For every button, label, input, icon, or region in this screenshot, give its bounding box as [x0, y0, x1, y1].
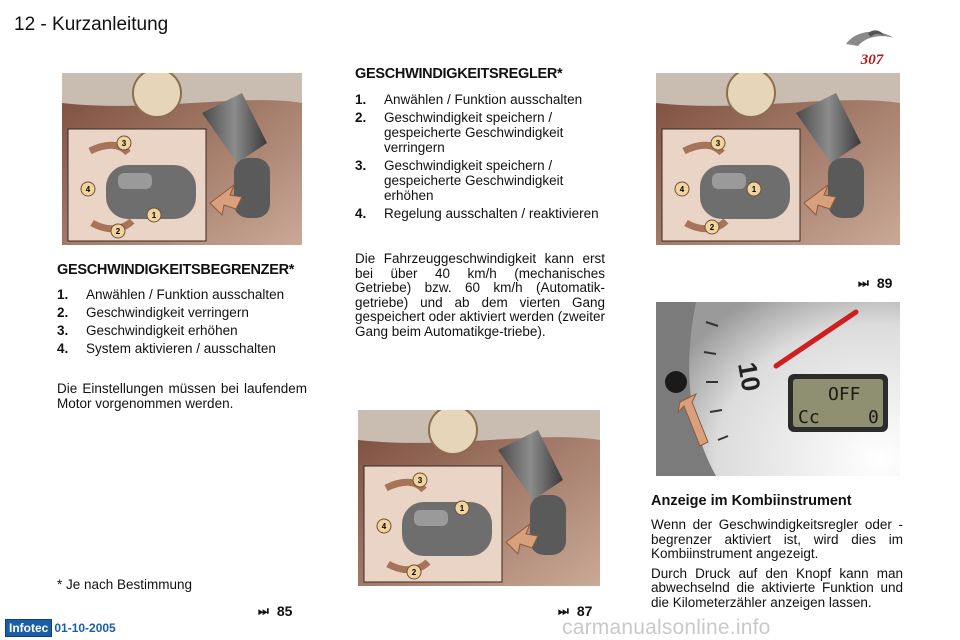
- display-heading: Anzeige im Kombiinstrument: [651, 493, 852, 509]
- instrument-cluster-photo: [656, 302, 900, 476]
- regulator-stalk-photo-bottom: [358, 410, 600, 586]
- callout-2: 2: [709, 223, 715, 232]
- callout-3: 3: [715, 139, 721, 148]
- callout-1: 1: [459, 504, 465, 513]
- callout-2: 2: [115, 227, 121, 236]
- limiter-stalk-photo: [62, 73, 302, 245]
- next-page-icon: ⏭: [558, 603, 569, 618]
- display-text: [651, 518, 903, 610]
- callout-4: 4: [85, 185, 91, 194]
- footer-brand: [5, 619, 116, 637]
- list-item: 1. Anwählen / Funktion ausschalten: [57, 287, 285, 302]
- limiter-heading: GESCHWINDIGKEITSBEGRENZER*: [57, 262, 295, 278]
- regulator-stalk-photo-top: [656, 73, 900, 245]
- display-para-1: Wenn der Geschwindigkeitsregler oder -begrenzer aktiviert ist, wird dies im Kombiinstrument angezeigt.: [651, 517, 903, 561]
- next-page-icon: ⏭: [258, 603, 269, 618]
- footnote: * Je nach Bestimmung: [57, 577, 193, 592]
- callout-3: 3: [121, 139, 127, 148]
- list-item: 4. System aktivieren / ausschalten: [57, 341, 276, 356]
- regulator-list: [355, 92, 605, 224]
- page-ref-89[interactable]: ⏭ 89: [858, 275, 893, 291]
- regulator-heading: GESCHWINDIGKEITSREGLER*: [355, 66, 563, 82]
- callout-3: 3: [417, 476, 423, 485]
- lcd-cc-text: Cc: [798, 407, 820, 428]
- callout-2: 2: [411, 568, 417, 577]
- list-item: 3. Geschwindigkeit erhöhen: [57, 323, 238, 338]
- list-item: 1. Anwählen / Funktion ausschalten: [355, 92, 583, 107]
- limiter-list: [57, 287, 307, 359]
- display-para-2: Durch Druck auf den Knopf kann man abwechselnd die aktivierte Funktion und die Kilometerzähler anzeigen lassen.: [651, 565, 903, 610]
- list-item: 2. Geschwindigkeit verringern: [57, 305, 249, 320]
- page-ref-87[interactable]: ⏭ 87: [558, 603, 593, 619]
- lcd-zero-text: 0: [868, 407, 879, 428]
- list-item: 4. Regelung ausschalten / reaktivieren: [355, 206, 599, 221]
- infotec-logo: Infotec: [5, 619, 52, 637]
- dial-number: 10: [732, 359, 767, 394]
- regulator-note: Die Fahrzeuggeschwindigkeit kann erst bei über 40 km/h (mechanisches Getriebe) bzw. 60 km/h (Automatik-getriebe) und ab dem vierten Gang gespeichert oder aktiviert werden (zweiter Gang beim Automatikge-triebe).: [355, 251, 605, 339]
- list-item: 2. Geschwindigkeit speichern / gespeicherte Geschwindigkeit verringern: [355, 110, 564, 155]
- page-title: 12 - Kurzanleitung: [14, 14, 169, 35]
- watermark: carmanualsonline.info: [562, 616, 771, 639]
- callout-1: 1: [751, 185, 757, 194]
- lcd-off-text: OFF: [828, 384, 861, 405]
- callout-4: 4: [381, 522, 387, 531]
- callout-1: 1: [151, 211, 157, 220]
- peugeot-307-logo: [838, 24, 900, 68]
- page-ref-85[interactable]: ⏭ 85: [258, 603, 293, 619]
- callout-4: 4: [679, 185, 685, 194]
- logo-model-text: 307: [860, 52, 884, 68]
- limiter-note: Die Einstellungen müssen bei laufendem Motor vorgenommen werden.: [57, 381, 307, 411]
- next-page-icon: ⏭: [858, 275, 869, 290]
- footer-date: 01-10-2005: [54, 621, 116, 635]
- list-item: 3. Geschwindigkeit speichern / gespeicherte Geschwindigkeit erhöhen: [355, 158, 564, 203]
